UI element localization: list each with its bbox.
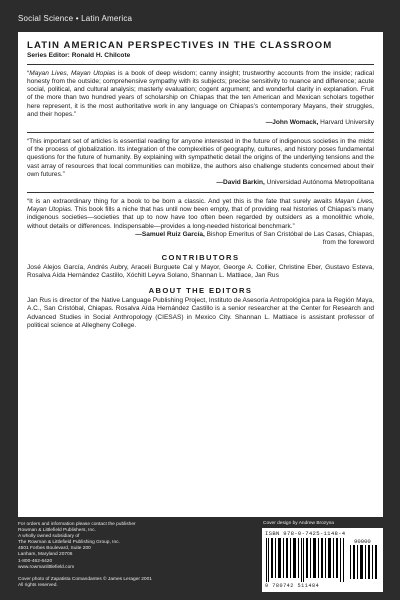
quote-attribution: —David Barkin, Universidad Autónoma Metropolitana	[216, 178, 374, 186]
series-editor: Series Editor: Ronald H. Chilcote	[27, 52, 131, 59]
quote-ruiz: “It is an extraordinary thing for a book to be born a classic. And yet this is the fate that surely awaits Mayan Lives, Mayan Utopias. This book fills a niche that has until now been empty, that of providing real histories of Chiapas’s many indigenous societies—societies that up to now have too often been regarded by outsiders as a monolithic whole, without details or differences. Indispensable—provides a long-needed historical benchmark.”	[27, 198, 374, 230]
quote-barkin: “This important set of articles is essential reading for anyone interested in the future of indigenous societies in the midst of the process of globalization. Its integration of the complexities of geography, cultures, and history poses fundamental questions for the future of humanity. By explaining with sympathetic detail the origins of the underlying tensions and the vast array of resources that local communities can mobilize, the authors also challenge students concerned about their own futures.”	[27, 138, 374, 178]
quote-attribution-source: from the foreword	[322, 238, 374, 246]
price-code: 90000	[354, 538, 371, 545]
barcode-number: 9 780742 511484	[265, 583, 320, 589]
quote-womack: “Mayan Lives, Mayan Utopias is a book of deep wisdom; canny insight; trustworthy accounts from the inside; radical honesty from the outside; comprehensive sympathy with its subjects; precise sensitivity to nuance and difference; acute social, political, and cultural analysis; masterly evaluation; cogent argument; and wonderful clarity in explanation. Fruit of the more than two hundred years of scholarship on Chiapas that the ten American and Mexican scholars together here represent, it is the most authoritative work in any language on Chiapas’s contemporary Mayans, their struggles, and their hopes.”	[27, 70, 375, 118]
publisher-info: For orders and information please contact the publisher Rowman & Littlefield Publishers, Inc. A wholly owned subsidiary of The Rowman & Littlefield Publishing Group, Inc. 4501 Forbes Boulevard, Suite 200 Lanham, Maryland 20706 1-800-462-6420 www.rowmanlittlefield.com Cover photo of Zapatista Comandantes © James Lerager 2001 All rights reserved.	[18, 522, 198, 589]
back-cover-panel	[18, 32, 383, 517]
editors-heading: ABOUT THE EDITORS	[148, 286, 253, 296]
quote-attribution: —John Womack, Harvard University	[265, 118, 374, 126]
cover-design-credit: Cover design by Andrew Brozyna	[263, 521, 334, 526]
barcode	[262, 528, 383, 592]
isbn-label: ISBN 978-0-7425-1148-4	[265, 530, 346, 537]
photo-credit: Cover photo of Zapatista Comandantes © James Lerager 2001	[18, 576, 152, 582]
category-label: Social Science • Latin America	[18, 14, 133, 23]
ean-barcode-icon	[266, 538, 346, 582]
divider	[27, 132, 374, 133]
price-barcode-icon	[350, 545, 378, 579]
editors-bio: Jan Rus is director of the Native Language Publishing Project, Instituto de Asesoría Antropológica para la Región Maya, A.C., San Cristóbal, Chiapas. Rosalva Aída Hernández Castillo is a senior researcher at the Center for Research and Advanced Studies in Social Anthropology (CIESAS) in Mexico City. Shannan L. Mattiace is assistant professor of political science at Allegheny College.	[27, 297, 374, 329]
book-title: Mayan Lives, Mayan Utopias.	[27, 198, 374, 214]
rights-notice: All rights reserved.	[18, 582, 58, 588]
quote-attribution: —Samuel Ruiz García, Bishop Emeritus of San Cristóbal de Las Casas, Chiapas,	[135, 230, 374, 238]
series-title: LATIN AMERICAN PERSPECTIVES IN THE CLASSROOM	[27, 40, 333, 51]
contributors-list: José Alejos García, Andrés Aubry, Araceli Burguete Cal y Mayor, George A. Collier, Christine Eber, Gustavo Esteva, Rosalva Aída Hernández Castillo, Xóchitl Leyva Solano, Shannan L. Mattiace, Jan Rus	[27, 263, 374, 280]
divider	[27, 192, 374, 193]
contributors-heading: CONTRIBUTORS	[161, 252, 240, 262]
divider	[27, 64, 374, 65]
book-title: Mayan Lives, Mayan Utopias	[29, 70, 116, 77]
